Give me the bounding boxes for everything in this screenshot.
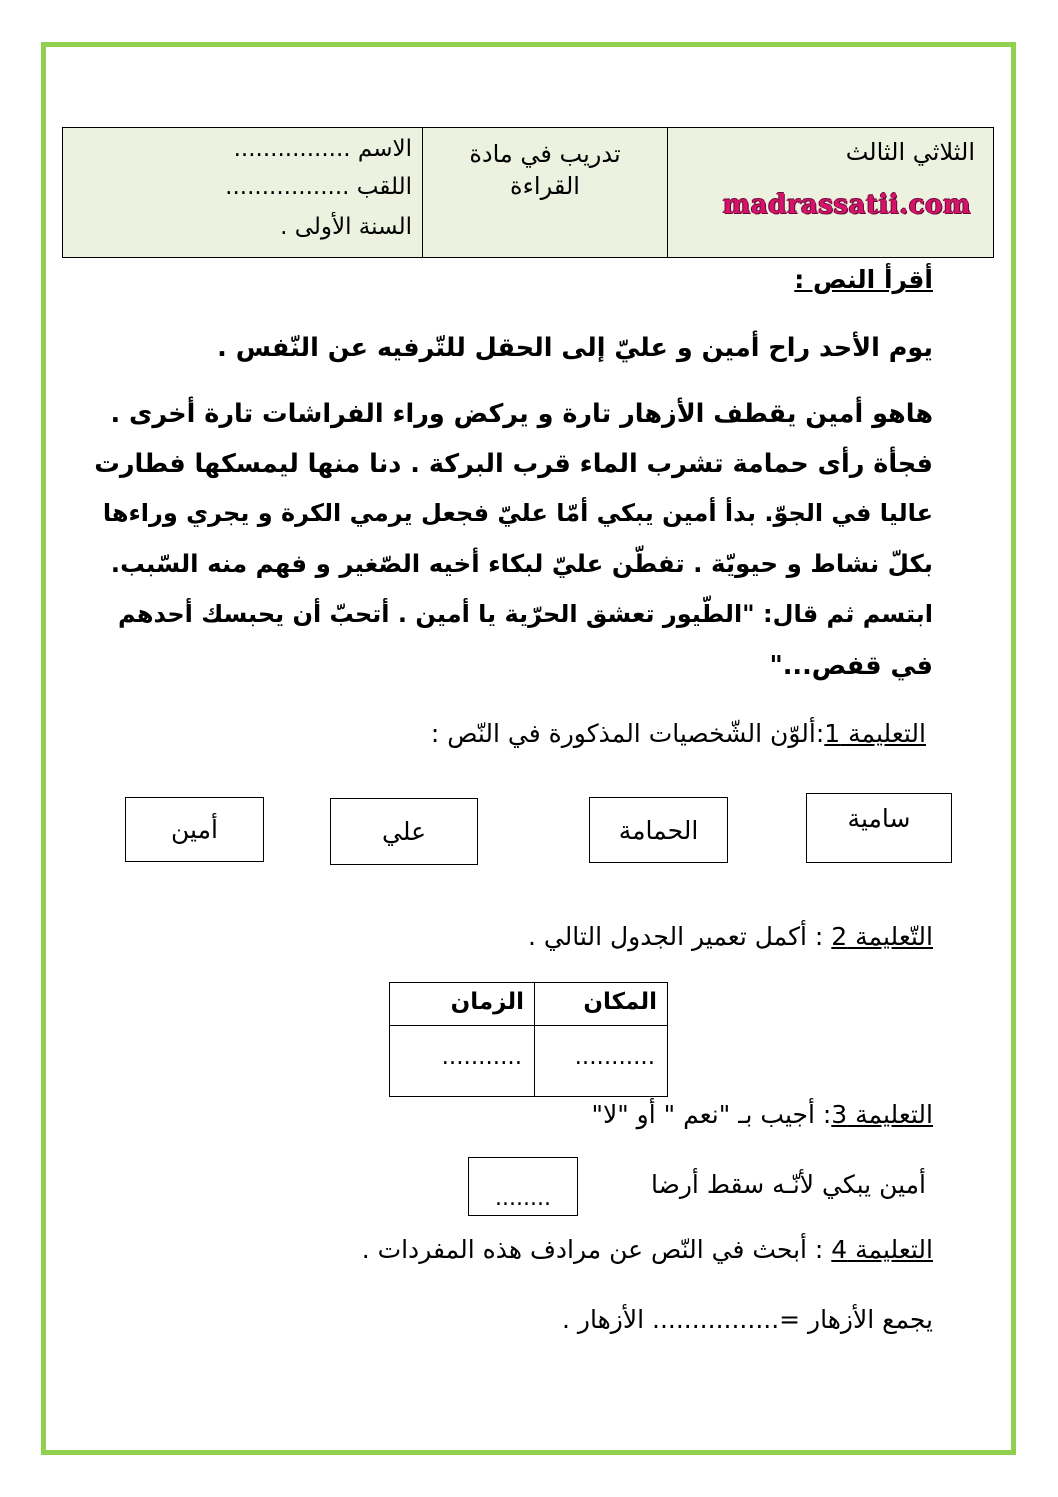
task1-label: التعليمة 1	[824, 719, 926, 748]
character-box[interactable]: أمين	[125, 797, 264, 862]
task3-label: التعليمة 3	[831, 1100, 933, 1129]
reading-line: فجأة رأى حمامة تشرب الماء قرب البركة . دنا منها ليمسكها فطارت	[94, 449, 933, 479]
reading-line: في قفص..."	[769, 651, 933, 681]
header-table	[62, 127, 994, 258]
task2-text: : أكمل تعمير الجدول التالي .	[527, 922, 832, 951]
yes-no-answer-box[interactable]: ........	[468, 1157, 578, 1216]
task1-text: :ألوّن الشّخصيات المذكورة في النّص :	[430, 719, 825, 748]
reading-heading: أقرأ النص :	[794, 265, 933, 294]
school-year: السنة الأولى .	[280, 214, 412, 240]
dots-time: ...........	[441, 1044, 522, 1070]
subject-title	[423, 134, 667, 206]
reading-line: يوم الأحد راح أمين و عليّ إلى الحقل للتّرفيه عن النّفس .	[217, 333, 933, 363]
task3-statement: أمين يبكي لأنّـه سقط أرضا	[651, 1170, 926, 1199]
site-watermark: madrassatii.com	[722, 190, 971, 220]
task4-label: التعليمة 4	[831, 1235, 933, 1264]
subject-line-1: تدريب في مادة	[469, 140, 621, 168]
reading-line: عاليا في الجوّ. بدأ أمين يبكي أمّا عليّ فجعل يرمي الكرة و يجري وراءها	[102, 499, 933, 527]
character-box[interactable]: سامية	[806, 793, 952, 863]
synonym-item[interactable]: يجمع الأزهار =................ الأزهار .	[562, 1305, 933, 1334]
task4-text: : أبحث في النّص عن مرادف هذه المفردات .	[361, 1235, 832, 1264]
character-box[interactable]: علي	[330, 798, 478, 865]
task3-text: : أجيب بـ "نعم " أو "لا"	[591, 1100, 832, 1129]
task4-instruction	[362, 1235, 933, 1264]
answer-place[interactable]	[534, 1026, 667, 1096]
character-box[interactable]: الحمامة	[589, 797, 728, 863]
task2-label: التّعليمة 2	[831, 922, 933, 951]
header-time-label: الزمان	[450, 989, 524, 1015]
trimester-cell	[668, 128, 993, 257]
header-time	[390, 983, 534, 1026]
dots-place: ...........	[574, 1044, 655, 1070]
answer-time[interactable]	[390, 1026, 534, 1096]
reading-line: ابتسم ثم قال: "الطّيور تعشق الحرّية يا أمين . أتحبّ أن يحبسك أحدهم	[118, 600, 933, 628]
task1-instruction	[431, 719, 926, 748]
trimester-label: الثلاثي الثالث	[845, 138, 975, 166]
place-time-table	[389, 982, 668, 1097]
header-place	[534, 983, 667, 1026]
task2-instruction	[528, 922, 933, 951]
reading-line: هاهو أمين يقطف الأزهار تارة و يركض وراء الفراشات تارة أخرى .	[110, 399, 933, 429]
surname-field[interactable]: اللقب .................	[225, 174, 412, 200]
subject-cell	[423, 128, 668, 257]
reading-line: بكلّ نشاط و حيويّة . تفطّن عليّ لبكاء أخيه الصّغير و فهم منه السّبب.	[110, 549, 933, 578]
student-info-cell	[63, 128, 423, 257]
task3-instruction	[591, 1100, 933, 1129]
name-field[interactable]: الاسم ................	[233, 136, 412, 162]
header-place-label: المكان	[583, 989, 657, 1015]
subject-line-2: القراءة	[510, 172, 580, 200]
